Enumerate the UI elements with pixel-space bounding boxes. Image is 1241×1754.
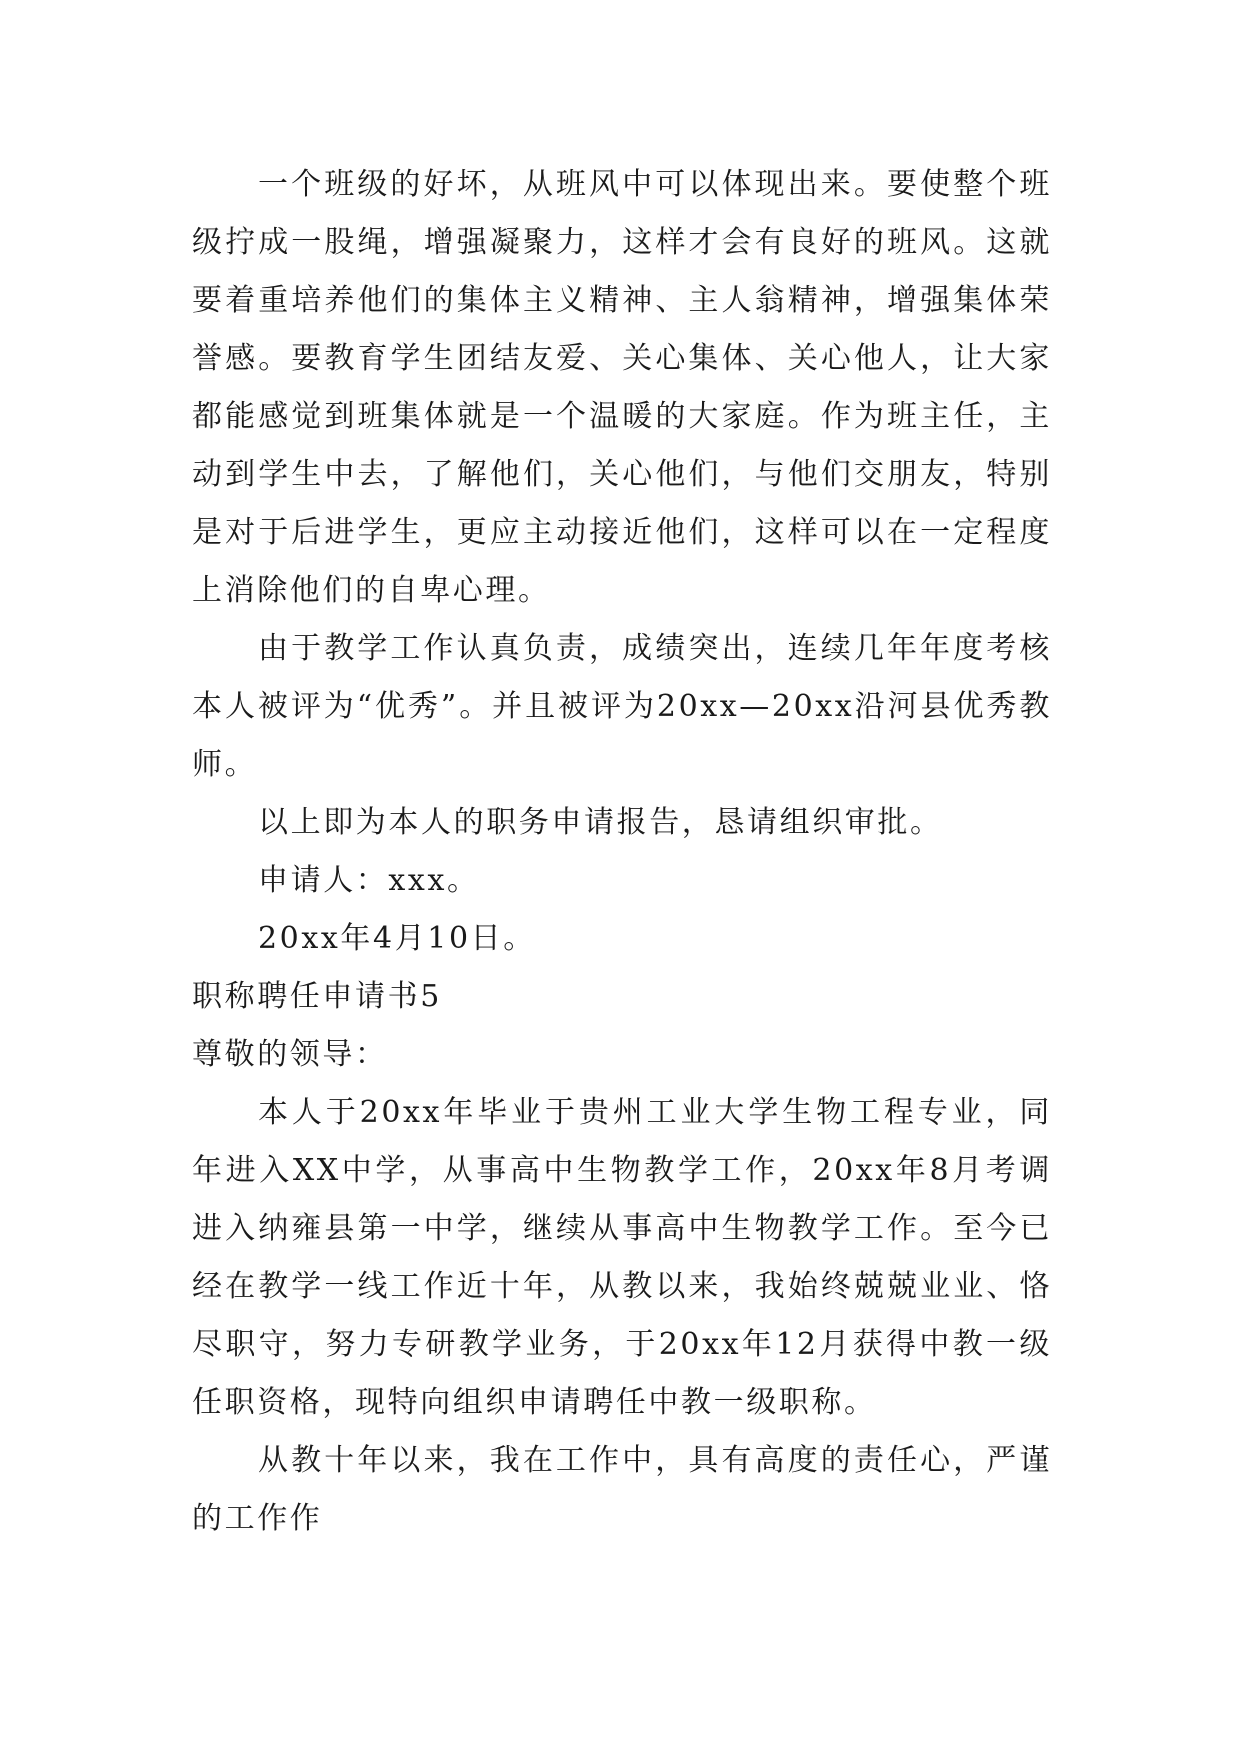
- applicant-line: 申请人：xxx。: [258, 863, 480, 898]
- paragraph-achievements: 由于教学工作认真负责，成绩突出，连续几年年度考核本人被评为“优秀”。并且被评为20xx—20xx沿河县优秀教师。: [192, 631, 1052, 782]
- paragraph-work-attitude: 从教十年以来，我在工作中，具有高度的责任心，严谨的工作作: [192, 1443, 1052, 1536]
- paragraph-class-spirit: 一个班级的好坏，从班风中可以体现出来。要使整个班级拧成一股绳，增强凝聚力，这样才会有良好的班风。这就要着重培养他们的集体主义精神、主人翁精神，增强集体荣誉感。要教育学生团结友爱、关心集体、关心他人，让大家都能感觉到班集体就是一个温暖的大家庭。作为班主任，主动到学生中去，了解他们，关心他们，与他们交朋友，特别是对于后进学生，更应主动接近他们，这样可以在一定程度上消除他们的自卑心理。: [192, 167, 1052, 608]
- paragraph-closing-request: 以上即为本人的职务申请报告，恳请组织审批。: [258, 805, 943, 840]
- salutation: 尊敬的领导：: [192, 1037, 388, 1072]
- paragraph-background: 本人于20xx年毕业于贵州工业大学生物工程专业，同年进入XX中学，从事高中生物教学工作，20xx年8月考调进入纳雍县第一中学，继续从事高中生物教学工作。至今已经在教学一线工作近十年，从教以来，我始终兢兢业业、恪尽职守，努力专研教学业务，于20xx年12月获得中教一级任职资格，现特向组织申请聘任中教一级职称。: [192, 1095, 1052, 1420]
- document-page: [192, 156, 1052, 1548]
- date-line: 20xx年4月10日。: [258, 921, 536, 956]
- section-heading: 职称聘任申请书5: [192, 979, 442, 1014]
